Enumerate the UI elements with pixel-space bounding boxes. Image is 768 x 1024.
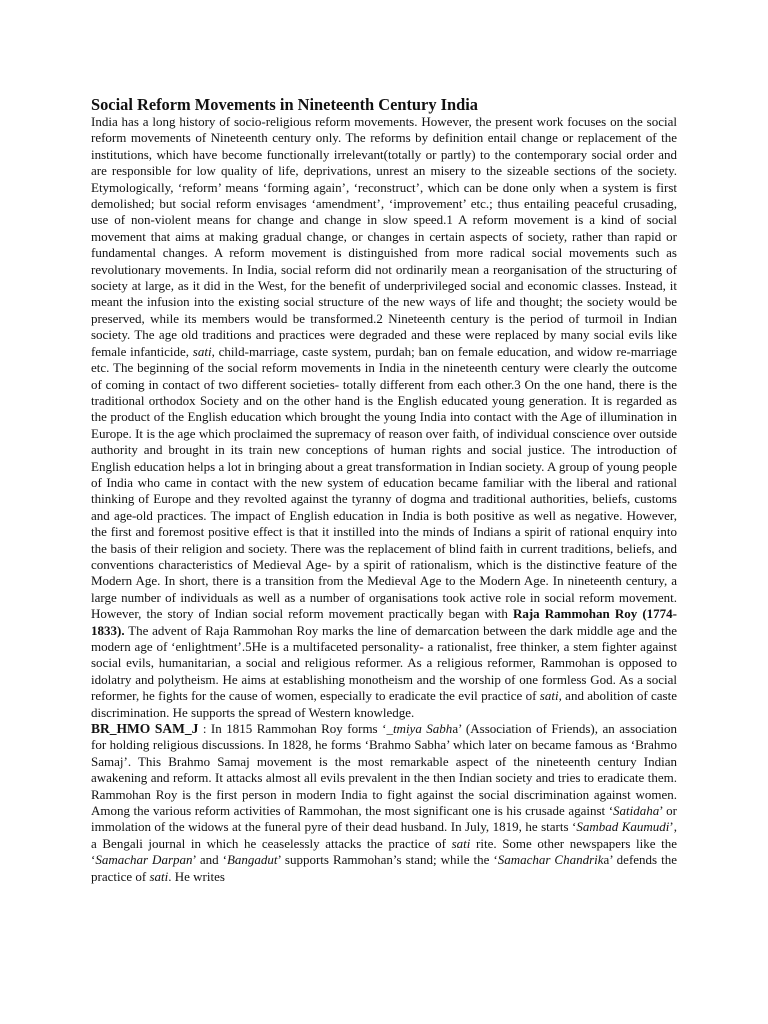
body-text-part: rite. Some other newspapers like the ‘ (91, 835, 677, 868)
italic-term-sati: sati (451, 835, 471, 851)
document-page (91, 96, 677, 885)
body-text-part: child-marriage, caste system, purdah; ban on female education, and widow re-marriage etc. The beginning of the social reform movements in India in the nineteenth century were clearly the outcome of coming in contact of two different societies- totally different from each other.3 On the one hand, there is the traditional orthodox Society and on the other hand is the English educated young generation. It is regarded as the product of the English education which brought the young India into contact with the Age of illumination in Europe. It is the age which proclaimed the supremacy of reason over faith, of individual conscience over outside authority and brought in its train new conceptions of human rights and social justice. The introduction of English education helps a lot in bringing about a great transformation in Indian society. A group of young people of India who came in contact with the new system of education became familiar with the liberal and rational thinking of Europe and they revolted against the tyranny of dogma and traditional authorities, beliefs, customs and age-old practices. The impact of English education in India is both positive as well as negative. However, the first and foremost positive effect is that it instilled into the minds of Indians a spirit of rational enquiry into the basis of their religion and society. There was the replacement of blind faith in current traditions, beliefs, and conventions characteristics of Medieval Age- by a spirit of rationalism, which is the distinctive feature of the Modern Age. In short, there is a transition from the Medieval Age to the Modern Age. In nineteenth century, a large number of individuals as well as a number of organisations took active role in social reform movement. However, the story of Indian social reform movement practically began with (91, 343, 678, 622)
italic-term-sati: sati (149, 868, 169, 884)
body-text-part: ’, a Bengali journal in which he ceaselessly attacks the practice of (91, 819, 677, 851)
body-text-part: India has a long history of socio-religious reform movements. However, the present work focuses on the social reform movements of Nineteenth century only. The reforms by definition entail change or replacement of the institutions, which have become functionally irrelevant(totally or partly) to the contemporary social order and are responsible for low quality of life, deprivations, unrest an misery to the sizeable sections of the society. Etymologically, ‘reform’ means ‘forming again’, ‘reconstruct’, which can be done only when a system is first demolished; but social reform envisages ‘amendment’, ‘improvement’ etc.; thus entailing peaceful crusading, use of non-violent means for change and change in slow speed.1 A reform movement is a kind of social movement that aims at making gradual change, or changes in certain aspects of society, rather than rapid or fundamental changes. A reform movement is distinguished from more radical social movements such as revolutionary movements. In India, social reform did not ordinarily mean a reorganisation of the structuring of society at large, as it did in the West, for the benefit of underprivileged social and economic classes. Instead, it meant the infusion into the existing social structure of the new ways of life and thought; the society would be preserved, while its members would be transformed.2 Nineteenth century is the period of turmoil in Indian society. The age old traditions and practices were degraded and these were replaced by many social evils like female infanticide, (91, 114, 677, 359)
body-text-part: ’ and ‘ (192, 852, 227, 868)
italic-term-sambad-kaumudi: Sambad Kaumudi (576, 819, 670, 835)
italic-term-satidaha: Satidaha (613, 803, 660, 819)
document-body (91, 114, 677, 885)
document-title: Social Reform Movements in Nineteenth Century India (91, 95, 478, 114)
italic-term-sati: sati, (192, 343, 215, 359)
body-text-part: The advent of Raja Rammohan Roy marks the line of demarcation between the dark middle age and the modern age of ‘enlightment’.5He is a multifaceted personality- a rationalist, free thinker, a stem fighter against social evils, humanitarian, a social and religious reformer. As a religious reformer, Rammohan is opposed to idolatry and polytheism. He aims at establishing monotheism and the worship of one formless God. As a social reformer, he fights for the cause of women, especially to eradicate the evil practice of (91, 622, 677, 704)
body-text-part: and abolition of caste discrimination. He supports the spread of Western knowledge. (91, 688, 677, 720)
italic-term-samachar-darpan: Samachar Darpan (95, 852, 193, 868)
body-text-part: : In 1815 Rammohan Roy forms ‘ (198, 721, 387, 737)
body-text-part: . He writes (168, 868, 225, 884)
body-text-part: ’ or immolation of the widows at the funeral pyre of their dead husband. In July, 1819, he starts ‘ (91, 803, 677, 835)
section-heading-brahmo-samaj: BR_HMO SAM_J (91, 721, 199, 737)
italic-term-bangadut: Bangadut (226, 852, 278, 868)
body-text-part: a’ (Association of Friends), an association for holding religious discussions. In 1828, he forms ‘Brahmo Sabha’ which later on became famous as ‘Brahmo Samaj’. This Brahmo Samaj movement is the most remarkable aspect of the nineteenth century Indian awakening and reform. It attacks almost all evils prevalent in the then Indian society and tries to eradicate them. Rammohan Roy is the first person in modern India to fight against the social discrimination against women. Among the various reform activities of Rammohan, the most significant one is his crusade against ‘ (91, 721, 677, 819)
italic-term-atmiya-sabha: _tmiya Sabh (386, 721, 453, 737)
bold-term-rammohan: Raja Rammohan Roy (1774-1833). (91, 606, 677, 638)
body-text-part: ’ supports Rammohan’s stand; while the ‘ (277, 852, 498, 868)
italic-term-samachar-chandrika: Samachar Chandrik (497, 852, 604, 868)
body-text-part: a’ defends the practice of (91, 852, 677, 884)
italic-term-sati: sati, (539, 688, 562, 704)
